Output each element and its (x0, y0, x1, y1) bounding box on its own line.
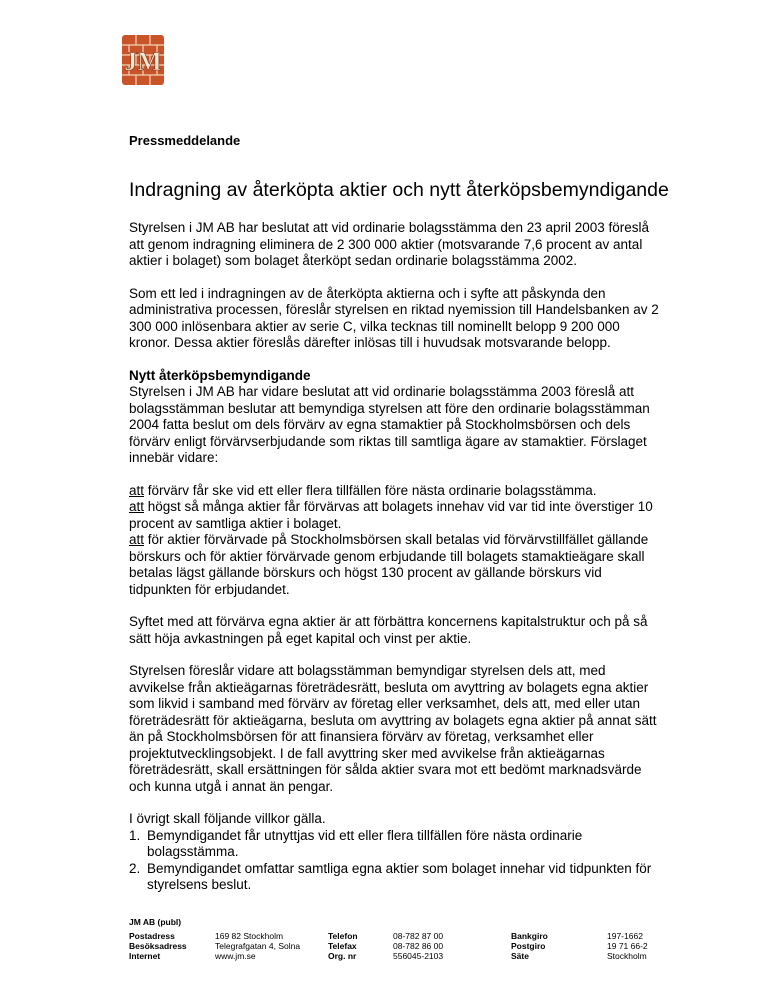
footer-label: Besöksadress (129, 941, 187, 951)
document-title: Indragning av återköpta aktier och nytt återköpsbemyndigande (129, 179, 669, 201)
att-item (129, 532, 664, 598)
footer-col-values-3 (607, 931, 648, 961)
footer-col-labels-2 (328, 931, 358, 961)
att-item (129, 483, 664, 500)
footer-value: 19 71 66-2 (607, 941, 648, 951)
condition-item (129, 828, 664, 861)
condition-text: Bemyndigandet får utnyttjas vid ett eller flera tillfällen före nästa ordinarie bolagsstämma. (147, 827, 583, 859)
footer-value: 556045-2103 (393, 951, 444, 961)
footer-value: 08-782 87 00 (393, 931, 444, 941)
document-footer (129, 917, 659, 963)
paragraph-5: Styrelsen föreslår vidare att bolagsstämman bemyndigar styrelsen dels att, med avvikelse från aktieägarnas företrädesrätt, besluta om avyttring av bolagets egna aktier som likvid i samband med förvärv av företag eller verksamhet, dels att, med eller utan företrädesrätt för aktieägarna, besluta om avyttring av bolagets egna aktier på annat sätt än på Stockholmsbörsen för att finansiera förvärv av företag, verksamhet eller projektutvecklingsobjekt. I de fall avyttring sker med avvikelse från aktieägarnas företrädesrätt, skall ersättningen för sålda aktier svara mot ett bedömt marknadsvärde och kunna utgå i annat än pengar. (129, 663, 657, 794)
footer-label: Telefon (328, 931, 358, 941)
footer-value: 08-782 86 00 (393, 941, 444, 951)
footer-label: Org. nr (328, 951, 357, 961)
att-text: förvärv får ske vid ett eller flera tillfällen före nästa ordinarie bolagsstämma. (144, 482, 597, 498)
footer-label: Postgiro (511, 941, 546, 951)
footer-label: Telefax (328, 941, 357, 951)
att-item (129, 499, 664, 532)
condition-text: Bemyndigandet omfattar samtliga egna aktier som bolaget innehar vid tidpunkten för styrelsens beslut. (147, 860, 652, 892)
footer-label: Internet (129, 951, 161, 961)
footer-website: www.jm.se (215, 951, 256, 961)
att-word: att (129, 482, 145, 498)
footer-columns (129, 931, 659, 963)
paragraph-1: Styrelsen i JM AB har beslutat att vid ordinarie bolagsstämma den 23 april 2003 föreslå att genom indragning eliminera de 2 300 000 aktier (motsvarande 7,6 procent av antal aktier i bolaget) som bolaget återköpt sedan ordinarie bolagsstämma 2002. (129, 220, 650, 268)
svg-text:JM: JM (124, 47, 162, 76)
paragraph-3: Styrelsen i JM AB har vidare beslutat att vid ordinarie bolagsstämma 2003 föreslå att bolagsstämman beslutar att bemyndiga styrelsen att före den ordinarie bolagsstämman 2004 fatta beslut om dels förvärv av egna stamaktier på Stockholmsbörsen och dels förvärv enligt förvärvserbjudande som riktas till samtliga ägare av stamaktier. Förslaget innebär vidare: (129, 384, 650, 465)
subheading: Nytt återköpsbemyndigande (129, 367, 311, 383)
footer-label: Bankgiro (511, 931, 548, 941)
conditions-list (129, 828, 664, 894)
att-word: att (129, 532, 145, 547)
condition-number: 2. (129, 860, 141, 876)
conditions-intro: I övrigt skall följande villkor gälla. (129, 811, 326, 826)
condition-item (129, 861, 664, 894)
conditions-section (129, 811, 664, 894)
footer-value: Telegrafgatan 4, Solna (215, 941, 301, 951)
condition-number: 1. (129, 827, 141, 843)
footer-label: Postadress (129, 931, 175, 941)
att-text: för aktier förvärvade på Stockholmsbörsen skall betalas vid förvärvstillfället gällande börskurs och för aktier förvärvade genom erbjudande till bolagets stamaktieägare skall betalas lägst gällande börskurs och högst 130 procent av gällande börskurs vid tidpunkten för erbjudandet. (129, 532, 649, 597)
footer-col-labels-3 (511, 931, 548, 961)
att-text: högst så många aktier får förvärvas att bolagets innehav vid var tid inte överstiger 10 procent av samtliga aktier i bolaget. (129, 499, 653, 531)
section-buyback (129, 368, 664, 467)
footer-col-values-2 (393, 931, 443, 961)
document-body (129, 220, 664, 894)
paragraph-4: Syftet med att förvärva egna aktier är att förbättra koncernens kapitalstruktur och på så sätt höja avkastningen på eget kapital och vinst per aktie. (129, 614, 648, 646)
footer-label: Säte (511, 951, 529, 961)
paragraph-2: Som ett led i indragningen av de återköpta aktierna och i syfte att påskynda den administrativa processen, föreslår styrelsen en riktad nyemission till Handelsbanken av 2 300 000 inlösenbara aktier av serie C, vilka tecknas till nominellt belopp 9 200 000 kronor. Dessa aktier föreslås därefter inlösas till i huvudsak motsvarande belopp. (129, 285, 659, 350)
footer-value: 197-1662 (607, 931, 643, 941)
footer-col-values-1 (215, 931, 300, 961)
footer-value: 169 82 Stockholm (215, 931, 284, 941)
footer-company: JM AB (publ) (129, 917, 182, 927)
att-list (129, 483, 664, 599)
att-word: att (129, 499, 145, 514)
footer-value: Stockholm (607, 951, 647, 961)
footer-col-labels-1 (129, 931, 187, 961)
document-label: Pressmeddelande (129, 133, 241, 148)
jm-logo (122, 35, 164, 85)
